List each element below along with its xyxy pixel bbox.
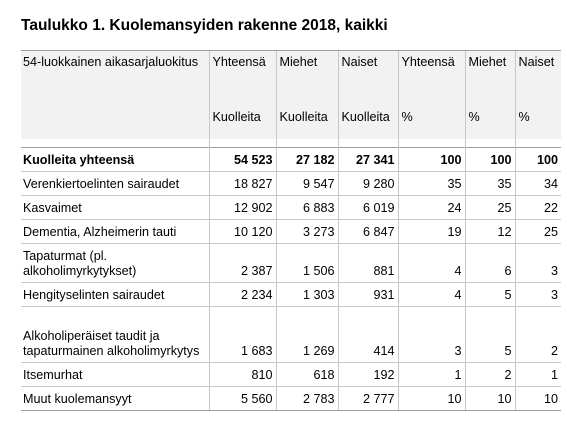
row-label: Dementia, Alzheimerin tauti [21, 220, 209, 244]
table-cell: 1 269 [276, 307, 338, 363]
table-cell: 1 [515, 363, 561, 387]
death-causes-table [21, 50, 561, 411]
table-cell: 3 [515, 244, 561, 283]
row-label: Muut kuolemansyyt [21, 387, 209, 411]
table-cell: 34 [515, 172, 561, 196]
table-cell: 100 [465, 148, 515, 172]
table-cell: 3 [515, 283, 561, 307]
table-cell: 6 847 [338, 220, 398, 244]
table-cell: 2 387 [209, 244, 276, 283]
table-cell: 9 547 [276, 172, 338, 196]
unit-header: % [515, 95, 561, 139]
header-row-units [21, 95, 561, 139]
table-row [21, 283, 561, 307]
row-label: Hengityselinten sairaudet [21, 283, 209, 307]
column-header-women-percent: Naiset [515, 51, 561, 96]
table-cell: 1 303 [276, 283, 338, 307]
table-cell: 12 [465, 220, 515, 244]
row-label: Tapaturmat (pl. alkoholimyrkytykset) [21, 244, 209, 283]
unit-header: % [398, 95, 465, 139]
column-header-total-percent: Yhteensä [398, 51, 465, 96]
table-row [21, 307, 561, 363]
row-label: Verenkiertoelinten sairaudet [21, 172, 209, 196]
table-cell: 6 019 [338, 196, 398, 220]
table-cell: 19 [398, 220, 465, 244]
table-row [21, 220, 561, 244]
table-cell: 4 [398, 283, 465, 307]
table-cell: 6 883 [276, 196, 338, 220]
table-cell: 10 [515, 387, 561, 411]
header-row-groups [21, 51, 561, 96]
column-header-women-count: Naiset [338, 51, 398, 96]
table-cell: 6 [465, 244, 515, 283]
table-cell: 10 [465, 387, 515, 411]
table-cell: 1 506 [276, 244, 338, 283]
row-label: Alkoholiperäiset taudit ja tapaturmainen alkoholimyrkytys [21, 307, 209, 363]
table-cell: 25 [515, 220, 561, 244]
category-header: 54-luokkainen aikasarjaluokitus [21, 51, 209, 96]
table-row [21, 244, 561, 283]
table-cell: 9 280 [338, 172, 398, 196]
column-header-men-count: Miehet [276, 51, 338, 96]
column-header-men-percent: Miehet [465, 51, 515, 96]
unit-header: Kuolleita [338, 95, 398, 139]
table-cell: 2 777 [338, 387, 398, 411]
table-cell: 4 [398, 244, 465, 283]
table-cell: 10 [398, 387, 465, 411]
table-cell: 18 827 [209, 172, 276, 196]
table-cell: 1 683 [209, 307, 276, 363]
header-spacer [21, 139, 561, 148]
unit-header: Kuolleita [209, 95, 276, 139]
table-cell: 25 [465, 196, 515, 220]
table-cell: 1 [398, 363, 465, 387]
table-cell: 3 273 [276, 220, 338, 244]
table-cell: 2 783 [276, 387, 338, 411]
category-header-blank [21, 95, 209, 139]
table-row [21, 196, 561, 220]
table-title: Taulukko 1. Kuolemansyiden rakenne 2018, kaikki [21, 17, 388, 34]
table-row [21, 363, 561, 387]
table-row-total [21, 148, 561, 172]
table-cell: 100 [398, 148, 465, 172]
table-cell: 24 [398, 196, 465, 220]
table-cell: 35 [398, 172, 465, 196]
table-cell: 414 [338, 307, 398, 363]
table-cell: 12 902 [209, 196, 276, 220]
table-cell: 5 [465, 283, 515, 307]
table-cell: 54 523 [209, 148, 276, 172]
table-cell: 2 [465, 363, 515, 387]
table-cell: 10 120 [209, 220, 276, 244]
table-cell: 5 [465, 307, 515, 363]
table-cell: 618 [276, 363, 338, 387]
unit-header: Kuolleita [276, 95, 338, 139]
table-row [21, 172, 561, 196]
table-cell: 27 341 [338, 148, 398, 172]
row-label: Kuolleita yhteensä [21, 148, 209, 172]
table-row [21, 387, 561, 411]
row-label: Itsemurhat [21, 363, 209, 387]
column-header-total-count: Yhteensä [209, 51, 276, 96]
table-cell: 881 [338, 244, 398, 283]
table-cell: 810 [209, 363, 276, 387]
table-cell: 931 [338, 283, 398, 307]
table-cell: 5 560 [209, 387, 276, 411]
table-cell: 35 [465, 172, 515, 196]
row-label: Kasvaimet [21, 196, 209, 220]
table-cell: 2 234 [209, 283, 276, 307]
table-cell: 2 [515, 307, 561, 363]
table-cell: 100 [515, 148, 561, 172]
table-cell: 27 182 [276, 148, 338, 172]
unit-header: % [465, 95, 515, 139]
table-cell: 3 [398, 307, 465, 363]
table-cell: 192 [338, 363, 398, 387]
table-cell: 22 [515, 196, 561, 220]
